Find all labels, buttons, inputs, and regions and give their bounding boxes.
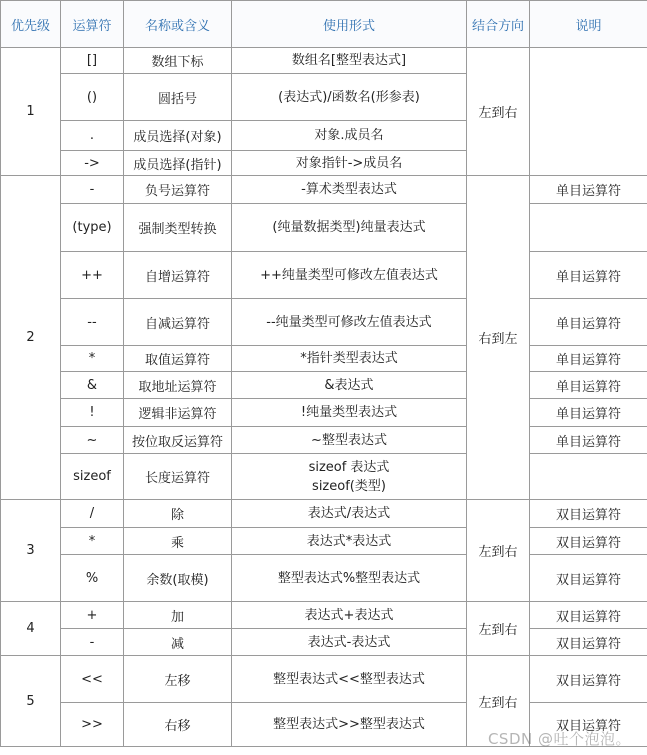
usage-cell <box>232 48 467 74</box>
name-cell: 减 <box>124 629 232 656</box>
associativity-cell: 右到左 <box>467 176 530 500</box>
operator-cell: ~ <box>61 427 124 454</box>
name-cell: 数组下标 <box>124 48 232 74</box>
operator-cell: () <box>61 74 124 121</box>
name-cell: 成员选择(对象) <box>124 121 232 151</box>
description-cell <box>530 454 647 500</box>
usage-text: 整型表达式>>整型表达式 <box>273 717 425 732</box>
associativity-cell: 左到右 <box>467 656 530 747</box>
usage-cell <box>232 656 467 703</box>
header-associativity: 结合方向 <box>467 1 530 48</box>
usage-cell <box>232 427 467 454</box>
description-cell: 双目运算符 <box>530 629 647 656</box>
usage-text: 对象指针->成员名 <box>295 155 403 171</box>
usage-text: ~整型表达式 <box>311 432 387 448</box>
description-cell: 单目运算符 <box>530 346 647 372</box>
header-name: 名称或含义 <box>124 1 232 48</box>
usage-cell <box>232 399 467 427</box>
header-operator: 运算符 <box>61 1 124 48</box>
usage-cell <box>232 629 467 656</box>
name-cell: 左移 <box>124 656 232 703</box>
name-cell: 余数(取模) <box>124 555 232 602</box>
usage-text: 表达式*表达式 <box>306 533 392 549</box>
priority-cell: 3 <box>1 500 61 602</box>
associativity-cell: 左到右 <box>467 602 530 656</box>
name-cell: 成员选择(指针) <box>124 151 232 176</box>
usage-text: --纯量类型可修改左值表达式 <box>266 314 432 330</box>
table-row <box>1 629 647 656</box>
operator-cell: & <box>61 372 124 399</box>
table-header-row <box>1 1 647 48</box>
table-row <box>1 500 647 528</box>
usage-text: 表达式-表达式 <box>307 634 391 650</box>
table-row <box>1 602 647 629</box>
operator-cell: ! <box>61 399 124 427</box>
description-cell: 单目运算符 <box>530 176 647 204</box>
table-row <box>1 48 647 74</box>
table-row <box>1 176 647 204</box>
name-cell: 右移 <box>124 703 232 747</box>
operator-cell: % <box>61 555 124 602</box>
table-row <box>1 427 647 454</box>
description-cell: 双目运算符 <box>530 500 647 528</box>
table-row <box>1 399 647 427</box>
description-cell: 单目运算符 <box>530 252 647 299</box>
usage-cell <box>232 121 467 151</box>
name-cell: 强制类型转换 <box>124 204 232 252</box>
table-row <box>1 204 647 252</box>
usage-cell <box>232 346 467 372</box>
table-body <box>1 48 647 747</box>
usage-cell <box>232 528 467 555</box>
name-cell: 加 <box>124 602 232 629</box>
operator-cell: . <box>61 121 124 151</box>
description-cell: 单目运算符 <box>530 372 647 399</box>
priority-cell: 4 <box>1 602 61 656</box>
name-cell: 取地址运算符 <box>124 372 232 399</box>
name-cell: 圆括号 <box>124 74 232 121</box>
description-cell: 双目运算符 <box>530 528 647 555</box>
operator-cell: - <box>61 176 124 204</box>
usage-text: 数组名[整型表达式] <box>291 53 407 68</box>
table-row <box>1 555 647 602</box>
priority-cell: 1 <box>1 48 61 176</box>
usage-text: 对象.成员名 <box>314 128 384 143</box>
usage-text: -算术类型表达式 <box>301 182 397 197</box>
operator-cell: -- <box>61 299 124 346</box>
usage-text: ++纯量类型可修改左值表达式 <box>260 267 438 283</box>
watermark: CSDN @吐个泡泡。 <box>487 730 631 748</box>
operator-cell: sizeof <box>61 454 124 500</box>
operator-cell: (type) <box>61 204 124 252</box>
header-usage: 使用形式 <box>232 1 467 48</box>
usage-text: (表达式)/函数名(形参表) <box>278 89 420 105</box>
usage-cell <box>232 602 467 629</box>
usage-text: !纯量类型表达式 <box>300 405 398 420</box>
operator-cell: * <box>61 346 124 372</box>
associativity-cell: 左到右 <box>467 48 530 176</box>
operator-cell: * <box>61 528 124 555</box>
operator-cell: ++ <box>61 252 124 299</box>
usage-cell <box>232 74 467 121</box>
description-cell: 单目运算符 <box>530 299 647 346</box>
operator-cell: - <box>61 629 124 656</box>
header-description: 说明 <box>530 1 647 48</box>
associativity-cell: 左到右 <box>467 500 530 602</box>
header-priority: 优先级 <box>1 1 61 48</box>
table-row <box>1 656 647 703</box>
usage-cell <box>232 555 467 602</box>
usage-text: &表达式 <box>324 377 374 393</box>
usage-text: sizeof(类型) <box>312 478 386 494</box>
operator-cell: << <box>61 656 124 703</box>
usage-text: 整型表达式%整型表达式 <box>277 570 421 586</box>
name-cell: 自减运算符 <box>124 299 232 346</box>
name-cell: 长度运算符 <box>124 454 232 500</box>
description-cell <box>530 48 647 176</box>
operator-cell: / <box>61 500 124 528</box>
usage-cell <box>232 176 467 204</box>
usage-cell <box>232 703 467 747</box>
usage-text: 表达式/表达式 <box>307 506 391 521</box>
operator-cell: >> <box>61 703 124 747</box>
table-row <box>1 454 647 500</box>
operator-cell: + <box>61 602 124 629</box>
name-cell: 乘 <box>124 528 232 555</box>
usage-text: *指针类型表达式 <box>300 351 398 366</box>
usage-cell <box>232 500 467 528</box>
operator-cell: -> <box>61 151 124 176</box>
usage-cell <box>232 252 467 299</box>
description-cell: 单目运算符 <box>530 399 647 427</box>
description-cell: 双目运算符 <box>530 703 647 747</box>
usage-text: sizeof 表达式 <box>308 459 390 475</box>
name-cell: 按位取反运算符 <box>124 427 232 454</box>
usage-text: (纯量数据类型)纯量表达式 <box>272 220 426 235</box>
name-cell: 负号运算符 <box>124 176 232 204</box>
usage-cell <box>232 299 467 346</box>
usage-text: 整型表达式<<整型表达式 <box>273 671 425 687</box>
priority-cell: 5 <box>1 656 61 747</box>
description-cell: 双目运算符 <box>530 555 647 602</box>
description-cell <box>530 204 647 252</box>
table-row <box>1 372 647 399</box>
name-cell: 自增运算符 <box>124 252 232 299</box>
name-cell: 逻辑非运算符 <box>124 399 232 427</box>
table-row <box>1 252 647 299</box>
description-cell: 双目运算符 <box>530 602 647 629</box>
description-cell: 单目运算符 <box>530 427 647 454</box>
usage-cell <box>232 151 467 176</box>
table-row <box>1 299 647 346</box>
description-cell: 双目运算符 <box>530 656 647 703</box>
name-cell: 取值运算符 <box>124 346 232 372</box>
usage-cell <box>232 372 467 399</box>
usage-cell <box>232 454 467 500</box>
name-cell: 除 <box>124 500 232 528</box>
priority-cell: 2 <box>1 176 61 500</box>
table-row <box>1 346 647 372</box>
usage-cell <box>232 204 467 252</box>
operator-cell: [] <box>61 48 124 74</box>
usage-text: 表达式+表达式 <box>304 607 394 623</box>
table-row <box>1 528 647 555</box>
